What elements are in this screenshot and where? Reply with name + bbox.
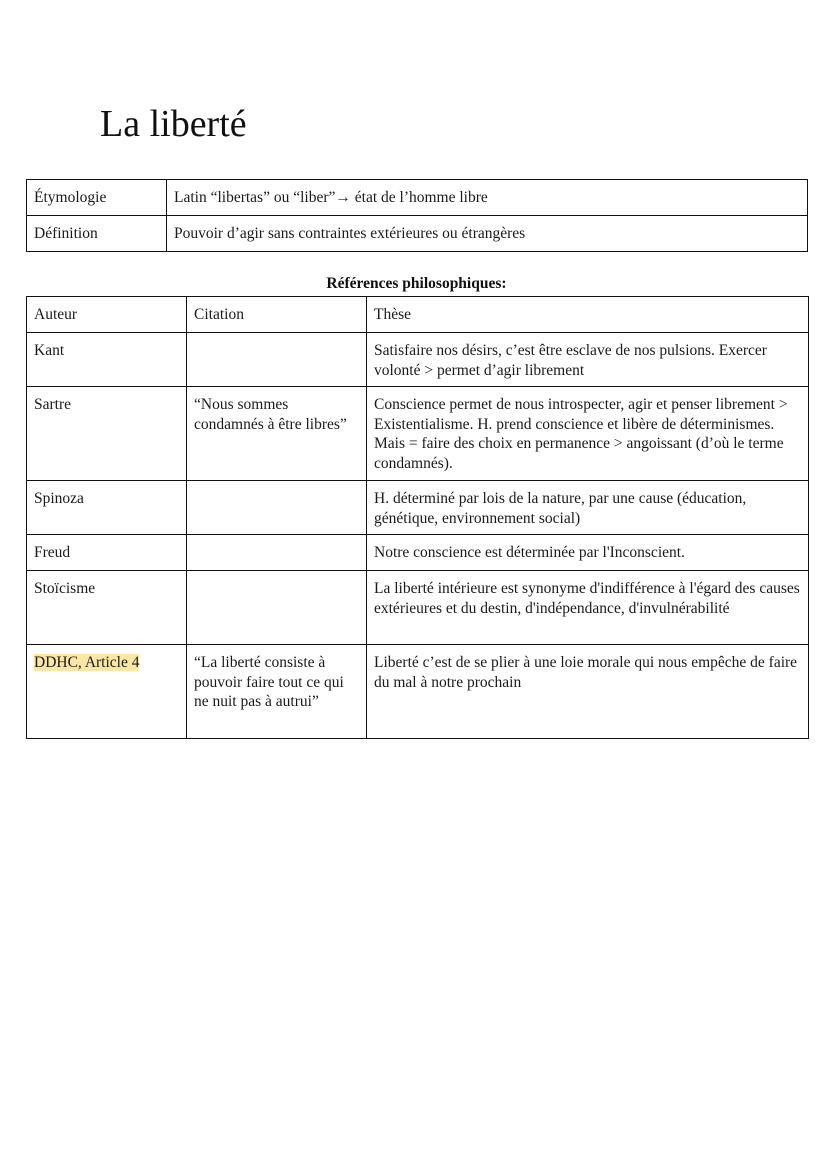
column-header-thesis: Thèse — [367, 297, 809, 333]
references-table — [26, 296, 809, 739]
definition-row-definition — [27, 216, 808, 252]
thesis-cell: La liberté intérieure est synonyme d'indifférence à l'égard des causes extérieures et du destin, d'indépendance, d'invulnérabilité — [367, 571, 809, 645]
page-title: La liberté — [100, 103, 247, 145]
highlighted-author: DDHC, Article 4 — [34, 654, 140, 671]
column-header-quote: Citation — [187, 297, 367, 333]
table-row — [27, 481, 809, 535]
thesis-cell: H. déterminé par lois de la nature, par une cause (éducation, génétique, environnement social) — [367, 481, 809, 535]
author-cell: Freud — [27, 535, 187, 571]
author-cell: Sartre — [27, 387, 187, 481]
quote-cell: “Nous sommes condamnés à être libres” — [187, 387, 367, 481]
thesis-cell: Notre conscience est déterminée par l'Inconscient. — [367, 535, 809, 571]
table-row — [27, 535, 809, 571]
definition-term: Définition — [27, 216, 167, 252]
definition-value: Pouvoir d’agir sans contraintes extérieures ou étrangères — [167, 216, 808, 252]
references-heading: Références philosophiques: — [326, 275, 507, 292]
table-row — [27, 571, 809, 645]
definition-term: Étymologie — [27, 180, 167, 216]
author-cell — [27, 645, 187, 739]
thesis-cell: Liberté c’est de se plier à une loie morale qui nous empêche de faire du mal à notre prochain — [367, 645, 809, 739]
quote-cell — [187, 481, 367, 535]
table-row — [27, 387, 809, 481]
definition-value: Latin “libertas” ou “liber”→ état de l’homme libre — [167, 180, 808, 216]
quote-cell: “La liberté consiste à pouvoir faire tout ce qui ne nuit pas à autrui” — [187, 645, 367, 739]
quote-cell — [187, 535, 367, 571]
quote-cell — [187, 333, 367, 387]
column-header-author: Auteur — [27, 297, 187, 333]
table-header-row — [27, 297, 809, 333]
author-cell: Kant — [27, 333, 187, 387]
quote-cell — [187, 571, 367, 645]
thesis-cell: Conscience permet de nous introspecter, agir et penser librement > Existentialisme. H. prend conscience et libère de déterminismes. Mais = faire des choix en permanence > angoissant (d’où le terme condamnés). — [367, 387, 809, 481]
author-cell: Stoïcisme — [27, 571, 187, 645]
table-row — [27, 333, 809, 387]
author-cell: Spinoza — [27, 481, 187, 535]
thesis-cell: Satisfaire nos désirs, c’est être esclave de nos pulsions. Exercer volonté > permet d’agir librement — [367, 333, 809, 387]
table-row — [27, 645, 809, 739]
definition-table — [26, 179, 808, 252]
definition-row-etymology — [27, 180, 808, 216]
